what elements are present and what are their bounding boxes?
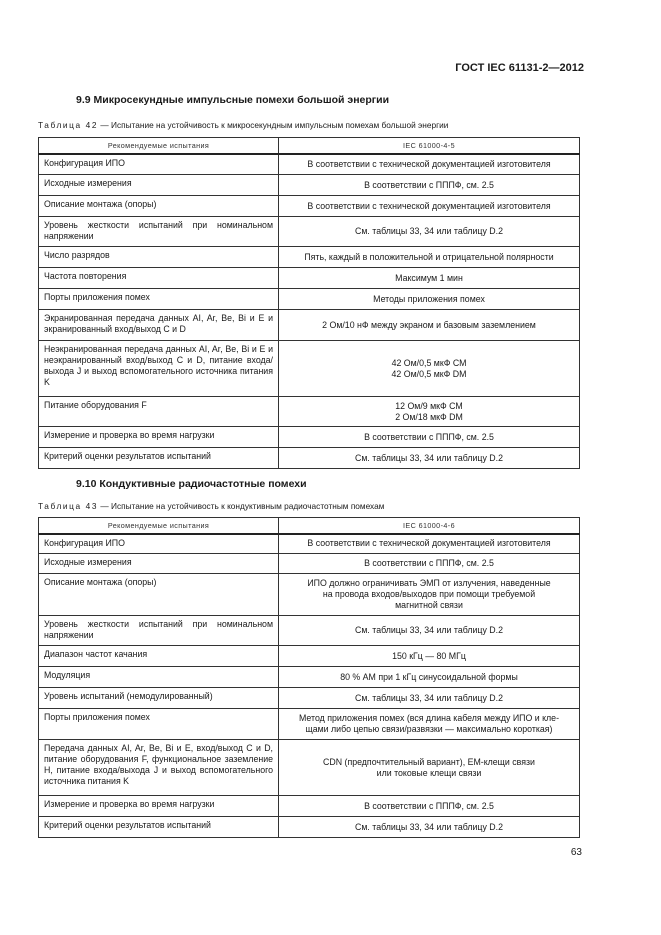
test-value-cell: В соответствии с технической документацией изготовителя	[279, 196, 580, 217]
test-value-cell: Пять, каждый в положительной и отрицательной полярности	[279, 247, 580, 268]
table-row	[39, 247, 580, 268]
test-name-cell: Питание оборудования F	[39, 397, 279, 427]
test-value-cell: В соответствии с ПППФ, см. 2.5	[279, 175, 580, 196]
table-row	[39, 196, 580, 217]
table-43-caption-prefix: Таблица 43	[38, 501, 99, 511]
test-name-cell: Критерий оценки результатов испытаний	[39, 817, 279, 838]
value-line: или токовые клещи связи	[376, 767, 482, 778]
table-42-caption-prefix: Таблица 42	[38, 120, 99, 130]
test-value-cell	[279, 397, 580, 427]
test-name-cell: Измерение и проверка во время нагрузки	[39, 427, 279, 448]
value-line: магнитной связи	[395, 600, 463, 610]
test-value-cell: См. таблицы 33, 34 или таблицу D.2	[279, 448, 580, 469]
table-header-row	[39, 518, 580, 534]
test-name-cell: Критерий оценки результатов испытаний	[39, 448, 279, 469]
test-name-cell: Измерение и проверка во время нагрузки	[39, 796, 279, 817]
table-row	[39, 796, 580, 817]
table-row	[39, 448, 580, 469]
test-value-cell: 80 % АМ при 1 кГц синусоидальной формы	[279, 667, 580, 688]
table-row	[39, 709, 580, 740]
table-row	[39, 175, 580, 196]
value-line: щами либо цепью связи/развязки — максимально короткая)	[305, 724, 553, 734]
test-name-cell: Описание монтажа (опоры)	[39, 574, 279, 616]
test-value-cell: Максимум 1 мин	[279, 268, 580, 289]
table-row	[39, 817, 580, 838]
table-row	[39, 740, 580, 796]
value-line: CDN (предпочтительный вариант), ЕМ-клещи связи	[323, 756, 535, 767]
test-value-cell: В соответствии с ПППФ, см. 2.5	[279, 796, 580, 817]
value-line: 12 Ом/9 мкФ СМ	[395, 400, 463, 411]
document-header: ГОСТ IEC 61131-2—2012	[455, 62, 584, 74]
table-row	[39, 534, 580, 554]
test-value-cell	[279, 740, 580, 796]
test-name-cell: Описание монтажа (опоры)	[39, 196, 279, 217]
test-value-cell: См. таблицы 33, 34 или таблицу D.2	[279, 616, 580, 646]
test-value-cell: В соответствии с ПППФ, см. 2.5	[279, 554, 580, 574]
value-line: 42 Ом/0,5 мкФ СМ	[391, 357, 467, 368]
test-name-cell: Число разрядов	[39, 247, 279, 268]
test-name-cell: Конфигурация ИПО	[39, 534, 279, 554]
test-value-cell: См. таблицы 33, 34 или таблицу D.2	[279, 688, 580, 709]
table-row	[39, 310, 580, 341]
table-43-caption-text: — Испытание на устойчивость к кондуктивным радиочастотным помехам	[98, 501, 385, 511]
table-row	[39, 268, 580, 289]
test-name-cell: Порты приложения помех	[39, 709, 279, 740]
value-line: ИПО должно ограничивать ЭМП от излучения, наведенные	[307, 578, 551, 588]
test-value-cell: См. таблицы 33, 34 или таблицу D.2	[279, 217, 580, 247]
section-title-9-9: 9.9 Микросекундные импульсные помехи большой энергии	[76, 94, 390, 106]
test-name-cell: Неэкранированная передача данных AI, Ar, Be, Bi и E и неэкранированный вход/выход C и D, питание входа/выхода J и выход вспомогательного источника питания K	[39, 341, 279, 397]
table-42-caption-text: — Испытание на устойчивость к микросекундным импульсным помехам большой энергии	[98, 120, 449, 130]
test-value-cell	[279, 341, 580, 397]
value-line: Метод приложения помех (вся длина кабеля между ИПО и кле-	[298, 713, 560, 723]
test-name-cell: Уровень жесткости испытаний при номинальном напряжении	[39, 217, 279, 247]
test-name-cell: Порты приложения помех	[39, 289, 279, 310]
table-row	[39, 289, 580, 310]
test-name-cell: Передача данных AI, Ar, Be, Bi и E, вход/выход C и D, питание оборудования F, функциональное заземление H, питание входа/выхода J и выход вспомогательного источника питания K	[39, 740, 279, 796]
test-value-cell: В соответствии с ПППФ, см. 2.5	[279, 427, 580, 448]
table-row	[39, 667, 580, 688]
table-row	[39, 397, 580, 427]
test-value-cell	[279, 709, 580, 740]
table-row	[39, 616, 580, 646]
test-value-cell	[279, 574, 580, 616]
test-value-cell: 150 кГц — 80 МГц	[279, 646, 580, 667]
table-42-caption	[38, 120, 448, 130]
table-header-row	[39, 138, 580, 154]
test-name-cell: Уровень жесткости испытаний при номинальном напряжении	[39, 616, 279, 646]
value-line: 42 Ом/0,5 мкФ DM	[391, 368, 467, 379]
table-row	[39, 217, 580, 247]
table-row	[39, 688, 580, 709]
column-header-standard: IEC 61000-4-6	[279, 518, 580, 534]
test-value-cell: См. таблицы 33, 34 или таблицу D.2	[279, 817, 580, 838]
page-number: 63	[570, 847, 582, 858]
test-name-cell: Частота повторения	[39, 268, 279, 289]
test-value-cell: Методы приложения помех	[279, 289, 580, 310]
value-line: 2 Ом/18 мкФ DM	[395, 411, 463, 422]
test-value-cell: 2 Ом/10 нФ между экраном и базовым заземлением	[279, 310, 580, 341]
test-value-cell: В соответствии с технической документацией изготовителя	[279, 154, 580, 175]
table-row	[39, 341, 580, 397]
table-43	[38, 517, 580, 838]
test-name-cell: Диапазон частот качания	[39, 646, 279, 667]
test-name-cell: Исходные измерения	[39, 175, 279, 196]
test-name-cell: Конфигурация ИПО	[39, 154, 279, 175]
test-name-cell: Исходные измерения	[39, 554, 279, 574]
test-name-cell: Уровень испытаний (немодулированный)	[39, 688, 279, 709]
table-43-caption	[38, 501, 384, 511]
table-42	[38, 137, 580, 469]
column-header-tests: Рекомендуемые испытания	[39, 518, 279, 534]
table-row	[39, 554, 580, 574]
test-name-cell: Модуляция	[39, 667, 279, 688]
table-row	[39, 427, 580, 448]
table-row	[39, 574, 580, 616]
test-name-cell: Экранированная передача данных AI, Ar, Be, Bi и E и экранированный вход/выход C и D	[39, 310, 279, 341]
table-row	[39, 646, 580, 667]
column-header-standard: IEC 61000-4-5	[279, 138, 580, 154]
column-header-tests: Рекомендуемые испытания	[39, 138, 279, 154]
value-line: на провода входов/выходов при помощи требуемой	[322, 589, 536, 599]
section-title-9-10: 9.10 Кондуктивные радиочастотные помехи	[76, 478, 307, 490]
table-row	[39, 154, 580, 175]
test-value-cell: В соответствии с технической документацией изготовителя	[279, 534, 580, 554]
